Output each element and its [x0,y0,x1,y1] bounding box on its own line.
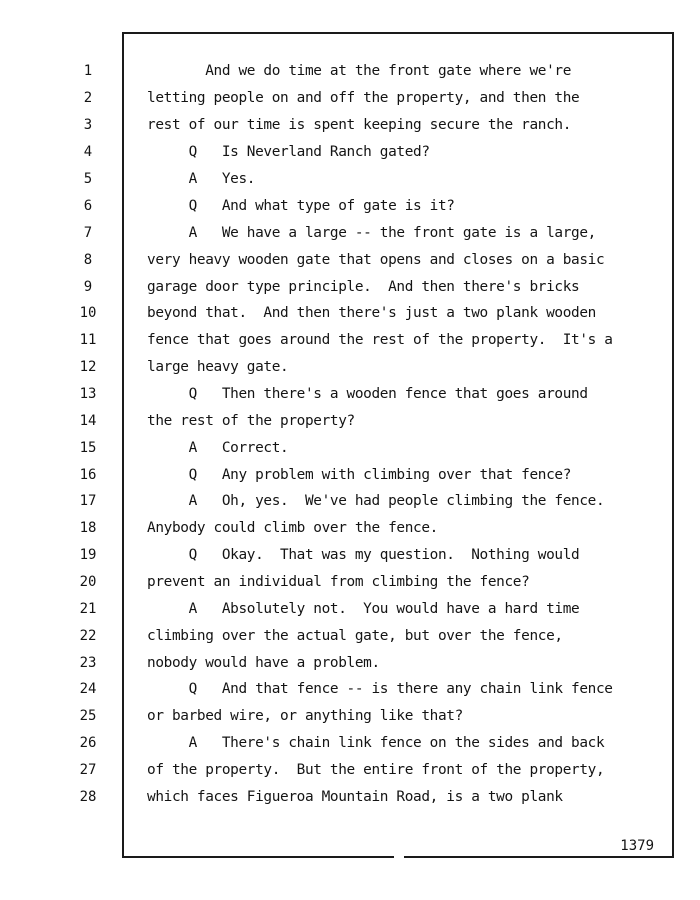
line-text: A We have a large -- the front gate is a large, [147,225,596,241]
line-text: Q And that fence -- is there any chain link fence [147,681,613,697]
line-text: or barbed wire, or anything like that? [147,708,463,724]
line-number: 15 [79,440,97,456]
line-number: 22 [79,628,97,644]
line-number: 14 [79,413,97,429]
line-number: 2 [83,90,93,106]
line-text: Q Is Neverland Ranch gated? [147,144,430,160]
line-text: beyond that. And then there's just a two plank wooden [147,305,596,321]
line-number: 1 [83,63,93,79]
line-number: 21 [79,601,97,617]
line-number: 5 [83,171,93,187]
line-text: A Absolutely not. You would have a hard time [147,601,580,617]
line-number: 11 [79,332,97,348]
line-text: garage door type principle. And then there's bricks [147,279,580,295]
line-number: 12 [79,359,97,375]
line-text: A Yes. [147,171,256,187]
line-number: 28 [79,789,97,805]
line-text: And we do time at the front gate where we're [147,63,572,79]
line-number: 6 [83,198,93,214]
line-text: climbing over the actual gate, but over the fence, [147,628,563,644]
line-number: 19 [79,547,97,563]
line-text: which faces Figueroa Mountain Road, is a two plank [147,789,563,805]
line-text: very heavy wooden gate that opens and closes on a basic [147,252,605,268]
line-number: 8 [83,252,93,268]
line-text: Q Any problem with climbing over that fence? [147,467,572,483]
line-text: Anybody could climb over the fence. [147,520,438,536]
line-text: A There's chain link fence on the sides and back [147,735,605,751]
line-number: 4 [83,144,93,160]
line-number: 27 [79,762,97,778]
line-text: nobody would have a problem. [147,655,380,671]
frame-right-border [672,32,674,858]
line-text: prevent an individual from climbing the fence? [147,574,530,590]
page-number: 1379 [620,838,654,854]
frame-bottom-border-left [122,856,394,858]
line-number: 10 [79,305,97,321]
line-text: the rest of the property? [147,413,355,429]
line-number: 17 [79,493,97,509]
frame-top-border [124,32,673,34]
line-text: large heavy gate. [147,359,289,375]
line-text: fence that goes around the rest of the property. It's a [147,332,613,348]
line-number: 24 [79,681,97,697]
line-number: 23 [79,655,97,671]
line-number: 7 [83,225,93,241]
line-number: 20 [79,574,97,590]
line-text: letting people on and off the property, and then the [147,90,580,106]
line-number: 13 [79,386,97,402]
line-number: 25 [79,708,97,724]
line-number: 9 [83,279,93,295]
line-text: Q Okay. That was my question. Nothing would [147,547,580,563]
frame-bottom-border-right [404,856,674,858]
line-text: of the property. But the entire front of the property, [147,762,605,778]
line-number: 3 [83,117,93,133]
line-number: 16 [79,467,97,483]
line-text: Q And what type of gate is it? [147,198,455,214]
line-number: 18 [79,520,97,536]
line-text: Q Then there's a wooden fence that goes around [147,386,588,402]
line-text: rest of our time is spent keeping secure the ranch. [147,117,572,133]
frame-left-border [122,32,124,857]
line-number: 26 [79,735,97,751]
line-text: A Oh, yes. We've had people climbing the fence. [147,493,605,509]
line-text: A Correct. [147,440,289,456]
